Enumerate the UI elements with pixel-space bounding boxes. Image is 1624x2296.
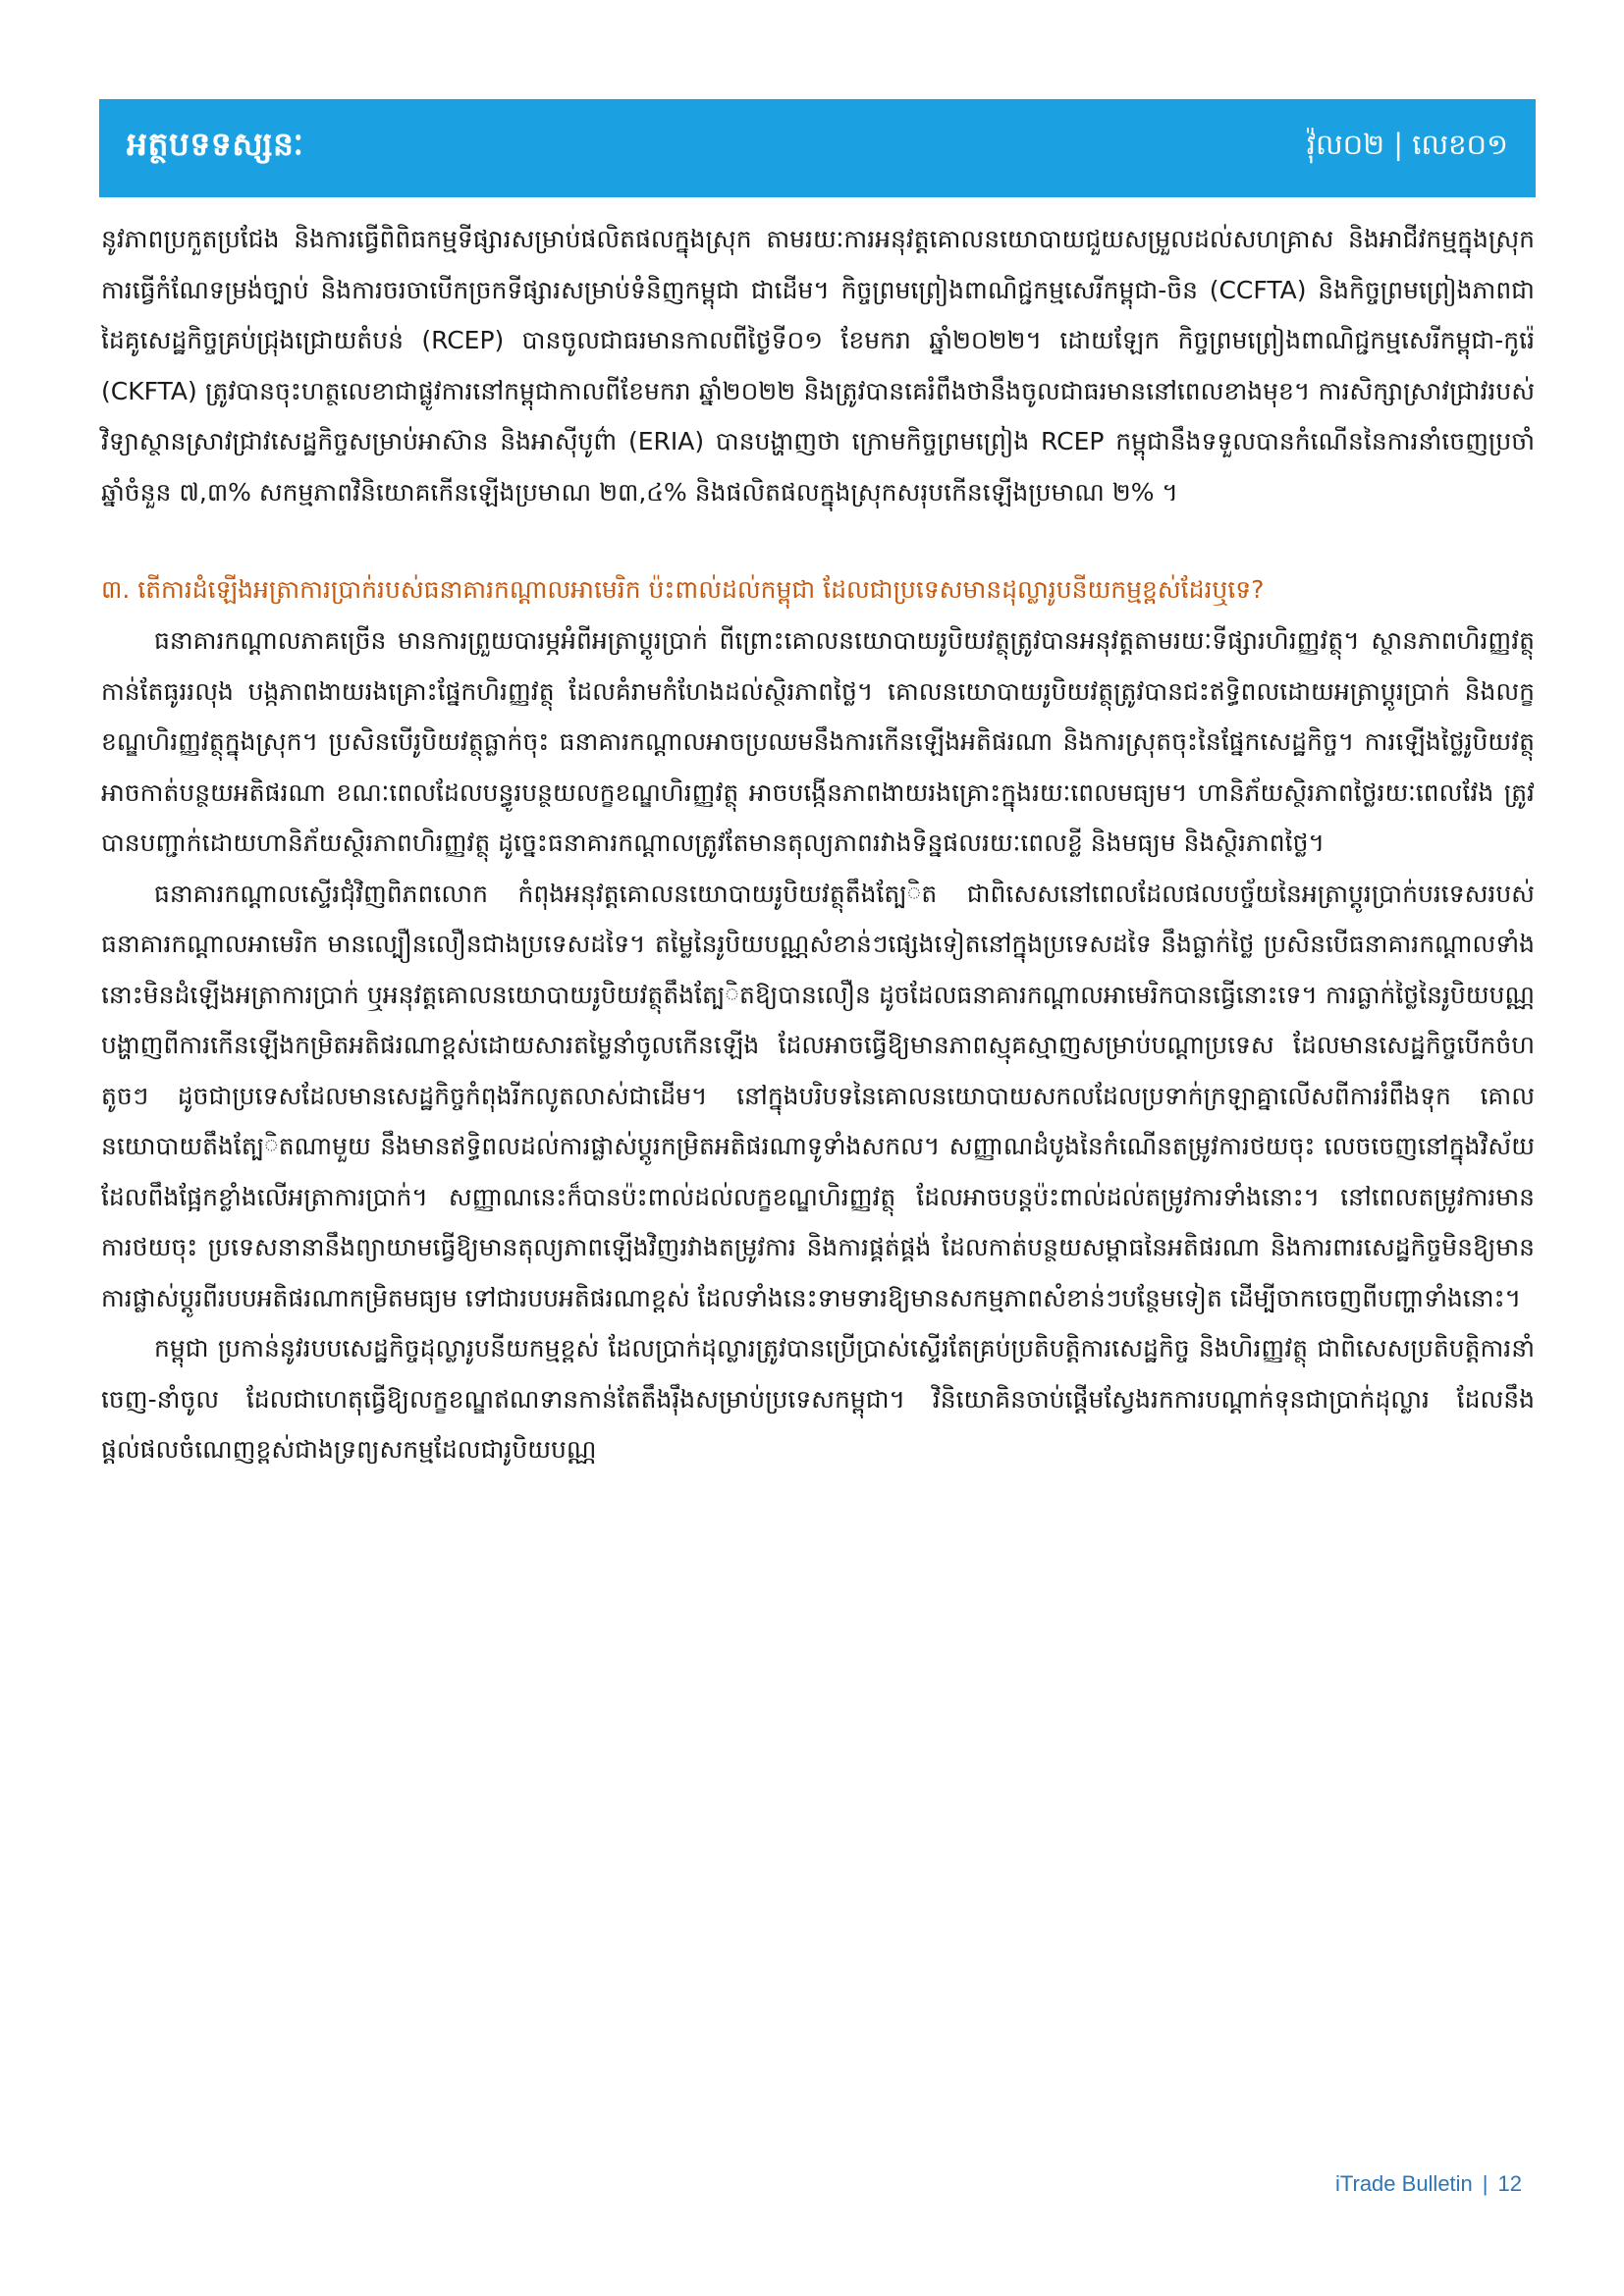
paragraph: កម្ពុជា ប្រកាន់នូវរបបសេដ្ឋកិច្ចដុល្លារូបនីយកម្មខ្ពស់ ដែលប្រាក់ដុល្លារត្រូវបានប្រើប្រាស់ស្ទើរតែគ្រប់ប្រតិបត្តិការសេដ្ឋកិច្ច និងហិរញ្ញវត្ថុ ជាពិសេសប្រតិបត្តិការនាំចេញ-នាំចូល ដែលជាហេតុធ្វើឱ្យលក្ខខណ្ឌឥណទានកាន់តែតឹងរ៉ឹងសម្រាប់ប្រទេសកម្ពុជា។ វិនិយោគិនចាប់ផ្តើមស្វែងរកការបណ្តាក់ទុនជាប្រាក់ដុល្លារ ដែលនឹងផ្តល់ផលចំណេញខ្ពស់ជាងទ្រព្យសកម្មដែលជារូបិយបណ្ណ bbox=[101, 1334, 1535, 1464]
footer-separator: | bbox=[1482, 2171, 1489, 2196]
page-header bbox=[99, 99, 1536, 197]
paragraph-continued: នូវភាពប្រកួតប្រជែង និងការធ្វើពិពិធកម្មទីផ្សារសម្រាប់ផលិតផលក្នុងស្រុក តាមរយៈការអនុវត្តគោលនយោបាយជួយសម្រួលដល់សហគ្រាស និងអាជីវកម្មក្នុងស្រុក ការធ្វើកំណែទម្រង់ច្បាប់ និងការចរចាបើកច្រកទីផ្សារសម្រាប់ទំនិញកម្ពុជា ជាដើម។ កិច្ចព្រមព្រៀងពាណិជ្ជកម្មសេរីកម្ពុជា-ចិន (CCFTA) និងកិច្ចព្រមព្រៀងភាពជាដៃគូសេដ្ឋកិច្ចគ្រប់ជ្រុងជ្រោយតំបន់ (RCEP) បានចូលជាធរមានកាលពីថ្ងៃទី០១ ខែមករា ឆ្នាំ២០២២។ ដោយឡែក កិច្ចព្រមព្រៀងពាណិជ្ជកម្មសេរីកម្ពុជា-កូរ៉េ (CKFTA) ត្រូវបានចុះហត្ថលេខាជាផ្លូវការនៅកម្ពុជាកាលពីខែមករា ឆ្នាំ២០២២ និងត្រូវបានគេរំពឹងថានឹងចូលជាធរមាននៅពេលខាងមុខ។ ការសិក្សាស្រាវជ្រាវរបស់វិទ្យាស្ថានស្រាវជ្រាវសេដ្ឋកិច្ចសម្រាប់អាស៊ាន និងអាស៊ីបូព៌ា (ERIA) បានបង្ហាញថា ក្រោមកិច្ចព្រមព្រៀង RCEP កម្ពុជានឹងទទួលបានកំណើននៃការនាំចេញប្រចាំឆ្នាំចំនួន ៧,៣% សកម្មភាពវិនិយោគកើនឡើងប្រមាណ ២៣,៤% និងផលិតផលក្នុងស្រុកសរុបកើនឡើងប្រមាណ ២% ។ bbox=[101, 225, 1535, 507]
question-heading: ៣. តើការដំឡើងអត្រាការប្រាក់របស់ធនាគារកណ្តាលអាមេរិក ប៉ះពាល់ដល់កម្ពុជា ដែលជាប្រទេសមានដុល្លារូបនីយកម្មខ្ពស់ដែរឬទេ? bbox=[101, 575, 1265, 604]
paragraph: ធនាគារកណ្តាលស្ទើរជុំវិញពិភពលោក កំពុងអនុវត្តគោលនយោបាយរូបិយវត្ថុតឹងតែ្បិត ជាពិសេសនៅពេលដែលផលបច្ច័យនៃអត្រាប្តូរប្រាក់បរទេសរបស់ធនាគារកណ្តាលអាមេរិក មានល្បឿនលឿនជាងប្រទេសដទៃ។ តម្លៃនៃរូបិយបណ្ណសំខាន់ៗផ្សេងទៀតនៅក្នុងប្រទេសដទៃ នឹងធ្លាក់ថ្លៃ ប្រសិនបើធនាគារកណ្តាលទាំងនោះមិនដំឡើងអត្រាការប្រាក់ ឬអនុវត្តគោលនយោបាយរូបិយវត្ថុតឹងតែ្បិតឱ្យបានលឿន ដូចដែលធនាគារកណ្តាលអាមេរិកបានធ្វើនោះទេ។ ការធ្លាក់ថ្លៃនៃរូបិយបណ្ណ បង្ហាញពីការកើនឡើងកម្រិតអតិផរណាខ្ពស់ដោយសារតម្លៃនាំចូលកើនឡើង ដែលអាចធ្វើឱ្យមានភាពស្មុគស្មាញសម្រាប់បណ្តាប្រទេស ដែលមានសេដ្ឋកិច្ចបើកចំហតូចៗ ដូចជាប្រទេសដែលមានសេដ្ឋកិច្ចកំពុងរីកលូតលាស់ជាដើម។ នៅក្នុងបរិបទនៃគោលនយោបាយសកលដែលប្រទាក់ក្រឡាគ្នាលើសពីការរំពឹងទុក គោលនយោបាយតឹងតែ្បិតណាមួយ នឹងមានឥទ្ធិពលដល់ការផ្លាស់ប្តូរកម្រិតអតិផរណាទូទាំងសកល។ សញ្ញាណដំបូងនៃកំណើនតម្រូវការថយចុះ លេចចេញនៅក្នុងវិស័យដែលពឹងផ្អែកខ្លាំងលើអត្រាការប្រាក់។ សញ្ញាណនេះក៏បានប៉ះពាល់ដល់លក្ខខណ្ឌហិរញ្ញវត្ថុ ដែលអាចបន្តប៉ះពាល់ដល់តម្រូវការទាំងនោះ។ នៅពេលតម្រូវការមានការថយចុះ ប្រទេសនានានឹងព្យាយាមធ្វើឱ្យមានតុល្យភាពឡើងវិញរវាងតម្រូវការ និងការផ្គត់ផ្គង់ ដែលកាត់បន្ថយសម្ពាធនៃអតិផរណា និងការពារសេដ្ឋកិច្ចមិនឱ្យមានការផ្លាស់ប្តូរពីរបបអតិផរណាកម្រិតមធ្យម ទៅជារបបអតិផរណាខ្ពស់ ដែលទាំងនេះទាមទារឱ្យមានសកម្មភាពសំខាន់ៗបន្ថែមទៀត ដើម្បីចាកចេញពីបញ្ហាទាំងនោះ។ bbox=[101, 879, 1535, 1312]
page-number: 12 bbox=[1497, 2171, 1522, 2196]
page-footer bbox=[1335, 2171, 1522, 2197]
publication-name: iTrade Bulletin bbox=[1334, 2171, 1473, 2196]
article-body bbox=[101, 214, 1535, 1475]
paragraph: ធនាគារកណ្តាលភាគច្រើន មានការព្រួយបារម្ភអំពីអត្រាប្តូរប្រាក់ ពីព្រោះគោលនយោបាយរូបិយវត្ថុត្រូវបានអនុវត្តតាមរយៈទីផ្សារហិរញ្ញវត្ថុ។ ស្ថានភាពហិរញ្ញវត្ថុកាន់តែធូររលុង បង្កភាពងាយរងគ្រោះផ្នែកហិរញ្ញវត្ថុ ដែលគំរាមកំហែងដល់ស្ថិរភាពថ្លៃ។ គោលនយោបាយរូបិយវត្ថុត្រូវបានជះឥទ្ធិពលដោយអត្រាប្តូរប្រាក់ និងលក្ខខណ្ឌហិរញ្ញវត្ថុក្នុងស្រុក។ ប្រសិនបើរូបិយវត្ថុធ្លាក់ចុះ ធនាគារកណ្តាលអាចប្រឈមនឹងការកើនឡើងអតិផរណា និងការស្រុតចុះនៃផ្នែកសេដ្ឋកិច្ច។ ការឡើងថ្លៃរូបិយវត្ថុអាចកាត់បន្ថយអតិផរណា ខណៈពេលដែលបន្ធូរបន្ថយលក្ខខណ្ឌហិរញ្ញវត្ថុ អាចបង្កើនភាពងាយរងគ្រោះក្នុងរយៈពេលមធ្យម។ ហានិភ័យស្ថិរភាពថ្លៃរយៈពេលវែង ត្រូវបានបញ្ជាក់ដោយហានិភ័យស្ថិរភាពហិរញ្ញវត្ថុ ដូច្នេះធនាគារកណ្តាលត្រូវតែមានតុល្យភាពរវាងទិន្នផលរយៈពេលខ្លី និងមធ្យម និងស្ថិរភាពថ្លៃ។ bbox=[101, 626, 1535, 857]
section-title: អត្ថបទទស្សនៈ bbox=[127, 125, 304, 163]
issue-number: វ៉ុល០២ | លេខ០១ bbox=[1306, 128, 1508, 161]
